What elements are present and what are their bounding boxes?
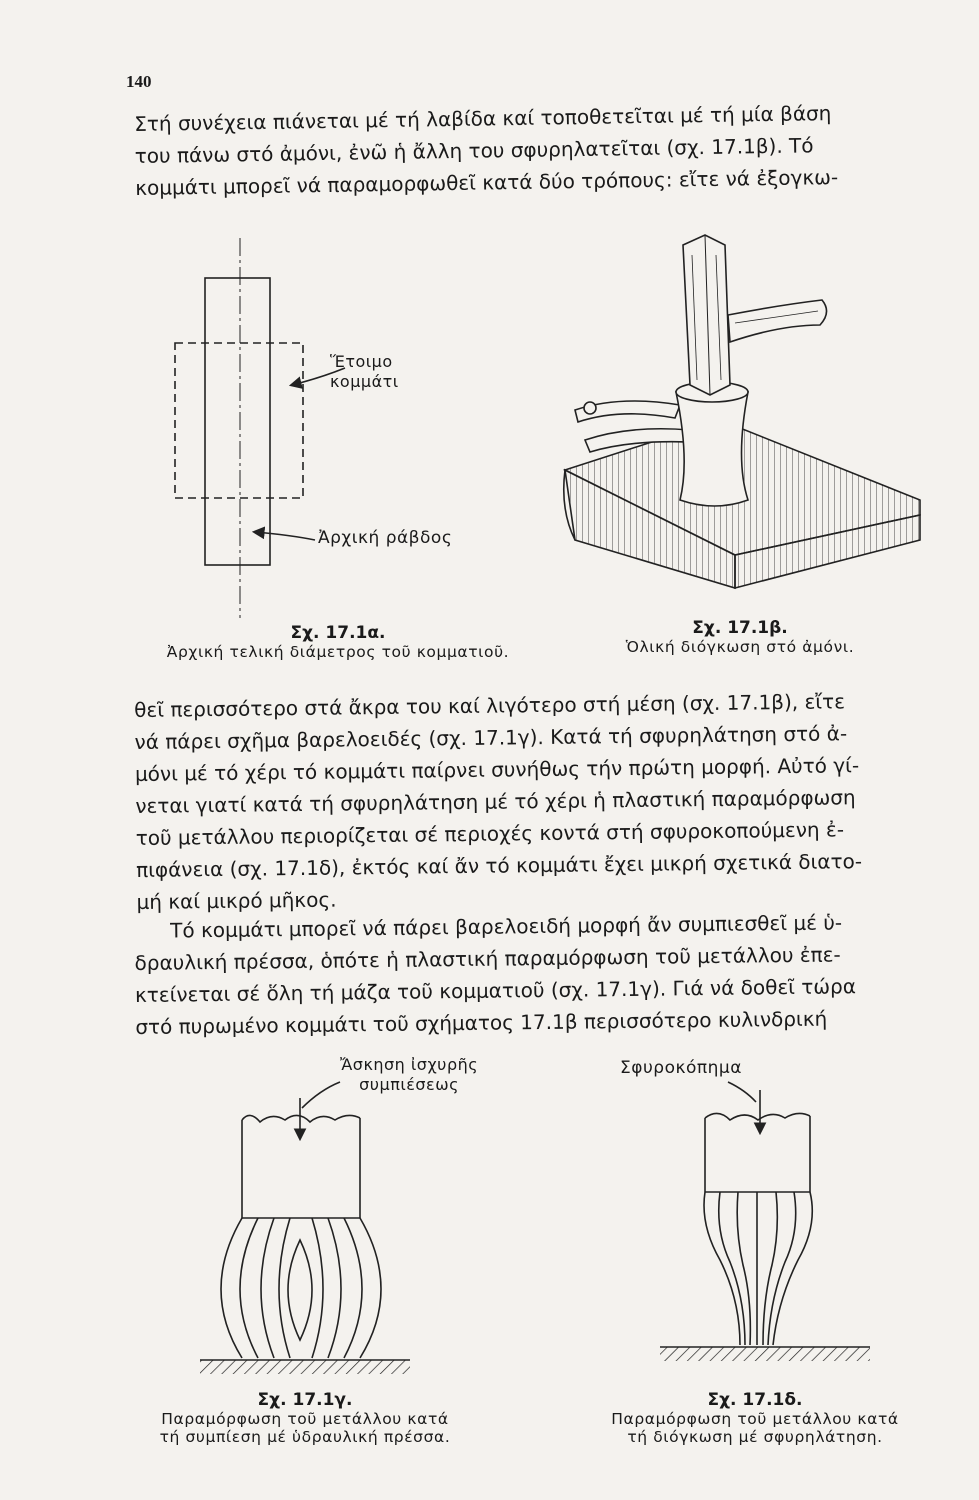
text-line: νά πάρει σχῆμα βαρελοειδές (σχ. 17.1γ). Κατά τή σφυρηλάτηση στό ἀ- (134, 721, 848, 754)
text-line: μή καί μικρό μῆκος. (136, 887, 337, 914)
caption-line: Ἀρχική τελική διάμετρος τοῦ κομματιοῦ. (166, 643, 510, 661)
caption-line: τή συμπίεση μέ ὑδραυλική πρέσσα. (159, 1428, 451, 1446)
text-line: Στή συνέχεια πιάνεται μέ τή λαβίδα καί τοποθετεῖται μέ τή μία βάση (134, 101, 832, 136)
fig-c-caption (150, 1390, 460, 1446)
caption-line: Παραμόρφωση τοῦ μετάλλου κατά (161, 1410, 449, 1428)
figure-number: Σχ. 17.1β. (692, 618, 788, 638)
paragraph-2 (134, 684, 945, 918)
text-line: μόνι μέ τό χέρι τό κομμάτι παίρνει συνήθως τήν πρώτη μορφή. Αὐτό γί- (134, 753, 860, 786)
page-number: 140 (126, 72, 152, 91)
caption-line: Παραμόρφωση τοῦ μετάλλου κατά (611, 1410, 899, 1428)
caption-line: τή διόγκωση μέ σφυρηλάτηση. (627, 1428, 883, 1446)
caption-line: Ὁλική διόγκωση στό ἀμόνι. (625, 638, 855, 656)
fig-a-label-ready (330, 352, 399, 392)
text-line: Τό κομμάτι μπορεῖ νά πάρει βαρελοειδή μορφή ἄν συμπιεσθεῖ μέ ὑ- (170, 910, 843, 943)
text-line: στό πυρωμένο κομμάτι τοῦ σχήματος 17.1β περισσότερο κυλινδρική (135, 1006, 828, 1039)
fig-c-drawing (200, 1082, 410, 1374)
fig-c-label (340, 1055, 478, 1095)
fig-a-drawing (175, 238, 345, 618)
fig-b-caption (590, 618, 890, 656)
paragraph-3 (134, 905, 944, 1043)
fig-d-caption (585, 1390, 925, 1446)
figure-number: Σχ. 17.1α. (290, 623, 386, 643)
label-line: συμπιέσεως (359, 1075, 459, 1094)
fig-b-drawing (564, 235, 920, 588)
fig-a-caption (128, 623, 548, 661)
text-line: κομμάτι μπορεῖ νά παραμορφωθεῖ κατά δύο τρόπους: εἴτε νά ἐξογκω- (135, 164, 839, 200)
label-line: Ἕτοιμο (330, 352, 393, 371)
text-line: πιφάνεια (σχ. 17.1δ), ἐκτός καί ἄν τό κομμάτι ἔχει μικρή σχετικά διατο- (136, 849, 863, 882)
fig-a-label-initial: Ἀρχική ράβδος (318, 528, 453, 548)
text-line: δραυλική πρέσσα, ὁπότε ἡ πλαστική παραμόρφωση τοῦ μετάλλου ἐπε- (134, 942, 841, 975)
text-line: νεται γιατί κατά τή σφυρηλάτηση μέ τό χέρι ἡ πλαστική παραμόρφωση (135, 785, 856, 818)
fig-d-label: Σφυροκόπημα (620, 1058, 742, 1078)
text-line: θεῖ περισσότερο στά ἄκρα του καί λιγότερο στή μέση (σχ. 17.1β), εἴτε (134, 689, 846, 722)
fig-d-drawing (660, 1082, 870, 1361)
text-line: τοῦ μετάλλου περιορίζεται σέ περιοχές κοντά στή σφυροκοπούμενη ἐ- (135, 817, 845, 850)
label-line: Ἄσκηση ἰσχυρῆς (340, 1055, 479, 1074)
label-line: κομμάτι (330, 372, 399, 391)
text-line: του πάνω στό ἀμόνι, ἐνῶ ἡ ἄλλη του σφυρηλατεῖται (σχ. 17.1β). Τό (134, 133, 814, 168)
figure-number: Σχ. 17.1γ. (257, 1390, 353, 1410)
text-line: κτείνεται σέ ὅλη τή μάζα τοῦ κομματιοῦ (σχ. 17.1γ). Γιά νά δοθεῖ τώρα (134, 974, 857, 1007)
figure-number: Σχ. 17.1δ. (707, 1390, 803, 1410)
